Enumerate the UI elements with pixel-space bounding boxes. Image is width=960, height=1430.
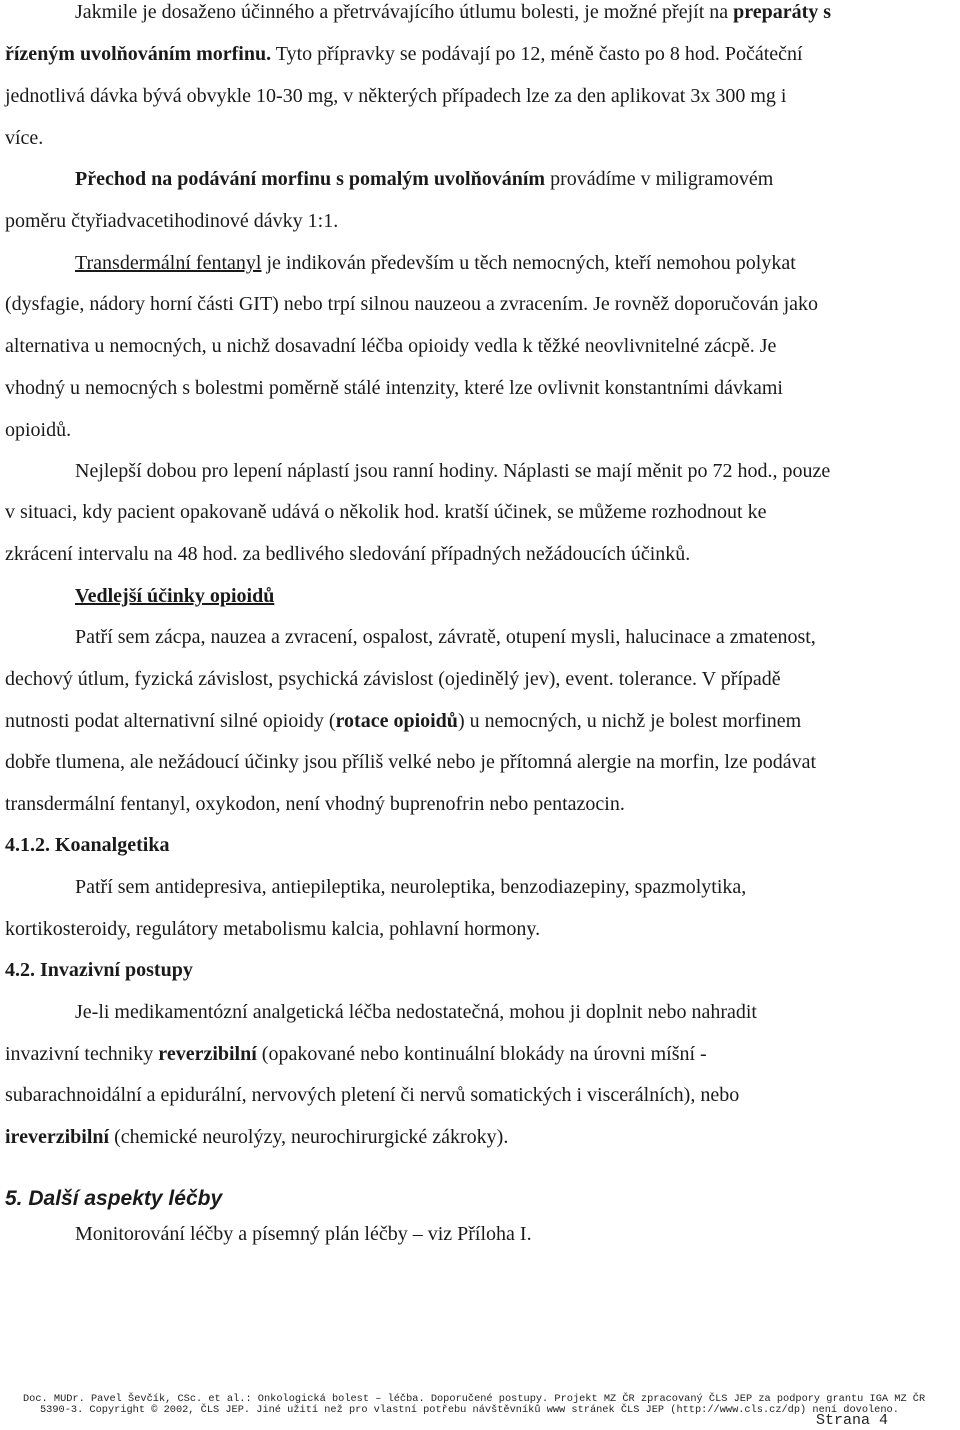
paragraph-line: Je-li medikamentózní analgetická léčba nedostatečná, mohou ji doplnit nebo nahradit [75,1001,757,1023]
paragraph-line: alternativa u nemocných, u nichž dosavadní léčba opioidy vedla k těžké neovlivnitelné zácpě. Je [5,335,777,357]
paragraph-line: dechový útlum, fyzická závislost, psychická závislost (ojedinělý jev), event. tolerance. V případě [5,668,781,690]
section-heading-invasive: 4.2. Invazivní postupy [5,959,193,981]
paragraph-line: zkrácení intervalu na 48 hod. za bedlivého sledování případných nežádoucích účinků. [5,543,691,565]
paragraph-line: více. [5,127,44,149]
paragraph-line: Jakmile je dosaženo účinného a přetrvávajícího útlumu bolesti, je možné přejít na preparáty s [75,1,832,23]
footer-citation: Doc. MUDr. Pavel Ševčík, CSc. et al.: Onkologická bolest – léčba. Doporučené postupy. Projekt MZ ČR zpracovaný ČLS JEP za podpory grantu IGA MZ ČR [23,1393,926,1405]
section-heading-coanalgetics: 4.1.2. Koanalgetika [5,834,170,856]
paragraph-line: invazivní techniky reverzibilní (opakované nebo kontinuální blokády na úrovni míšní - [5,1043,707,1065]
paragraph-line: v situaci, kdy pacient opakovaně udává o několik hod. kratší účinek, se můžeme rozhodnout ke [5,501,767,523]
paragraph-line: Přechod na podávání morfinu s pomalým uvolňováním provádíme v miligramovém [75,168,774,190]
paragraph-line: Patří sem antidepresiva, antiepileptika, neuroleptika, benzodiazepiny, spazmolytika, [75,876,747,898]
paragraph-line: Nejlepší dobou pro lepení náplastí jsou ranní hodiny. Náplasti se mají měnit po 72 hod., pouze [75,460,831,482]
section-heading-further-aspects: 5. Další aspekty léčby [5,1187,223,1210]
section-heading-side-effects: Vedlejší účinky opioidů [75,585,275,607]
page-number: Strana 4 [815,1412,888,1429]
paragraph-line: řízeným uvolňováním morfinu. Tyto přípravky se podávají po 12, méně často po 8 hod. Počáteční [5,43,803,65]
paragraph-line: nutnosti podat alternativní silné opioidy (rotace opioidů) u nemocných, u nichž je bolest morfinem [5,710,802,732]
paragraph-line: Patří sem zácpa, nauzea a zvracení, ospalost, závratě, otupení mysli, halucinace a zmatenost, [75,626,816,648]
paragraph-line: vhodný u nemocných s bolestmi poměrně stálé intenzity, které lze ovlivnit konstantními dávkami [5,377,783,399]
paragraph-line: Transdermální fentanyl je indikován především u těch nemocných, kteří nemohou polykat [75,252,796,274]
paragraph-line: opioidů. [5,419,72,441]
paragraph-line: transdermální fentanyl, oxykodon, není vhodný buprenofrin nebo pentazocin. [5,793,625,815]
footer-copyright: 5390-3. Copyright © 2002, ČLS JEP. Jiné užití než pro vlastní potřebu návštěvníků www stránek ČLS JEP (http://www.cls.cz/dp) není dovoleno. [40,1404,899,1416]
paragraph-line: jednotlivá dávka bývá obvykle 10-30 mg, v některých případech lze za den aplikovat 3x 300 mg i [5,85,787,107]
paragraph-line: dobře tlumena, ale nežádoucí účinky jsou příliš velké nebo je přítomná alergie na morfin, lze podávat [5,751,817,773]
paragraph-line: poměru čtyřiadvacetihodinové dávky 1:1. [5,210,339,232]
paragraph-line: Monitorování léčby a písemný plán léčby – viz Příloha I. [75,1223,532,1245]
paragraph-line: ireverzibilní (chemické neurolýzy, neurochirurgické zákroky). [5,1126,509,1148]
paragraph-line: kortikosteroidy, regulátory metabolismu kalcia, pohlavní hormony. [5,918,541,940]
paragraph-line: (dysfagie, nádory horní části GIT) nebo trpí silnou nauzeou a zvracením. Je rovněž doporučován jako [5,293,819,315]
paragraph-line: subarachnoidální a epidurální, nervových pletení či nervů somatických i viscerálních), nebo [5,1084,740,1106]
